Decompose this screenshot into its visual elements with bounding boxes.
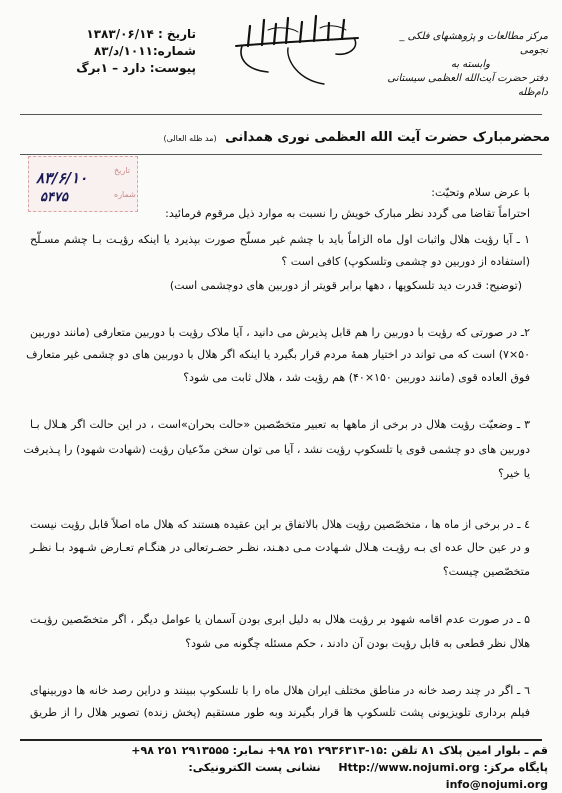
greeting: با عرض سلام وتحیّت: [431,186,530,199]
addressee-honorific: (مد ظله العالی) [163,134,217,143]
addressee-divider [20,154,542,155]
question-1-note: (توضیح: قدرت دید تلسکوپها ، دهها برابر قویتر از دوربین های دوچشمی است) [169,279,522,292]
footer-contact [88,742,548,793]
stamp-date-label: تاریخ [114,166,130,175]
footer-online [88,759,548,793]
registration-stamp [28,156,136,210]
footer-divider [20,739,542,741]
footer-address: قم ـ بلوار امین پلاک ۸۱ تلفن :۱۵-۲۹۳۶۳۱۳ ۲۵۱ ۹۸+ نمابر: ۲۹۱۳۵۵۵ ۲۵۱ ۹۸+ [131,744,548,757]
question-4-line-2: و در عین حال عده ای بـه رؤیـت هـلال شـهادت مـی دهـند، نظـر حضـرتعالی در هنگـام تعـارض شـهود بـا نظـر [30,541,530,554]
question-6-line-2: فیلم برداری تلویزیونی پشت تلسکوپ ها قرار بگیرند وبه طور مستقیم (پخش زنده) تصویر هلال را از طریق [30,706,530,719]
question-2-line-3: فوق العاده قوی (مانند دوربین ۱۵۰×۴۰) هم رؤیت شد ، هلال ثابت می شود؟ [183,371,530,384]
stamp-handwritten-serial: ۵۴۷۵ [40,190,68,205]
organization-block [370,30,548,100]
question-3-line-1: ۳ ـ وضعیّت رؤیت هلال در برخی از ماهها به تعبیر متخصّصین «حالت بحران»است ، در این حالت اگر هـلال بـا [30,418,530,431]
question-3-line-3: یا خیر؟ [498,467,530,480]
letter-number: شماره:۱۰۱۱/د/۸۳ [93,44,196,58]
letter-attachment: پیوست: دارد – ۱برگ [76,61,196,75]
question-3-line-2: دوربین های دو چشمی قوی یا تلسکوپ رؤیت نشد ، آیا می توان سخن مدّعیان رؤیت (شهادت شهود) را پـذیرفت [23,443,530,456]
letter-date: تاریخ : ۱۳۸۳/۰۶/۱۴ [86,27,196,41]
question-4-line-1: ٤ ـ در برخی از ماه ها ، متخصّصین رؤیت هلال بالاتفاق بر این عقیده هستند که هلال ماه اصلاً قابل رؤیت نیست [30,518,530,531]
addressee-line [90,130,550,145]
email-label: نشانی پست الکترونیکی: [188,761,321,774]
question-5-line-2: هلال نظر قطعی به قابل رؤیت بودن آن دادند ، حکم مسئله چگونه می شود؟ [185,637,530,650]
question-6-line-1: ٦ ـ اگر در چند رصد خانه در مناطق مختلف ایران هلال ماه را با تلسکوپ ببینند و دراین رصد خانه ها دوربینهای [30,684,530,697]
email-address[interactable]: info@nojumi.org [445,778,548,791]
question-4-line-3: متخصّصین چیست؟ [442,565,530,578]
calligraphy-icon [228,8,368,90]
header-divider [20,114,542,115]
addressee-name: محضرمبارک حضرت آیت الله العظمی نوری همدانی [225,130,550,145]
org-office: دفتر حضرت آیت‌الله العظمی سیستانی دام‌ظله [387,73,548,98]
org-affiliation: وابسته به [450,59,490,70]
stamp-handwritten-date: ۸۳/۶/۱۰ [36,169,88,187]
question-5-line-1: ۵ ـ در صورت عدم اقامه شهود بر رؤیت هلال به دلیل ابری بودن آسمان یا عوامل دیگر ، اگر متخصّصین رؤیـت [30,613,530,626]
stamp-number-label: شماره [114,190,136,199]
site-label: پایگاه مرکز: [483,761,548,774]
site-url[interactable]: Http://www.nojumi.org [338,761,480,774]
question-1-line-2: (استفاده از دوربین دو چشمی وتلسکوپ) کافی است ؟ [281,255,530,268]
question-1-line-1: ۱ ـ آیا رؤیت هلال واثبات اول ماه الزاماً باید با چشم غیر مسلّح صورت بپذیرد یا اینکه رؤیـت بـا چشم مسـلّح [30,233,530,246]
question-2-line-1: ۲ـ در صورتی که رؤیت با دوربین را هم قابل پذیرش می دانید ، آیا ملاک رؤیت با دوربین متعارفی (مانند دوربین [30,326,530,339]
intro-paragraph: احتراماً تقاضا می گردد نظر مبارک خویش را نسبت به موارد ذیل مرقوم فرمائید: [165,207,530,220]
question-2-line-2: ۵۰×۷) است که می تواند در اختیار همهٔ مردم قرار بگیرد یا اینکه اگر هلال با دوربین های دو چشمی غیر متعارف [26,348,530,361]
org-name: مرکز مطالعات و پژوهشهای فلکی _ نجومی [399,31,548,56]
bismillah-calligraphy [228,8,368,90]
reference-block [56,26,196,77]
